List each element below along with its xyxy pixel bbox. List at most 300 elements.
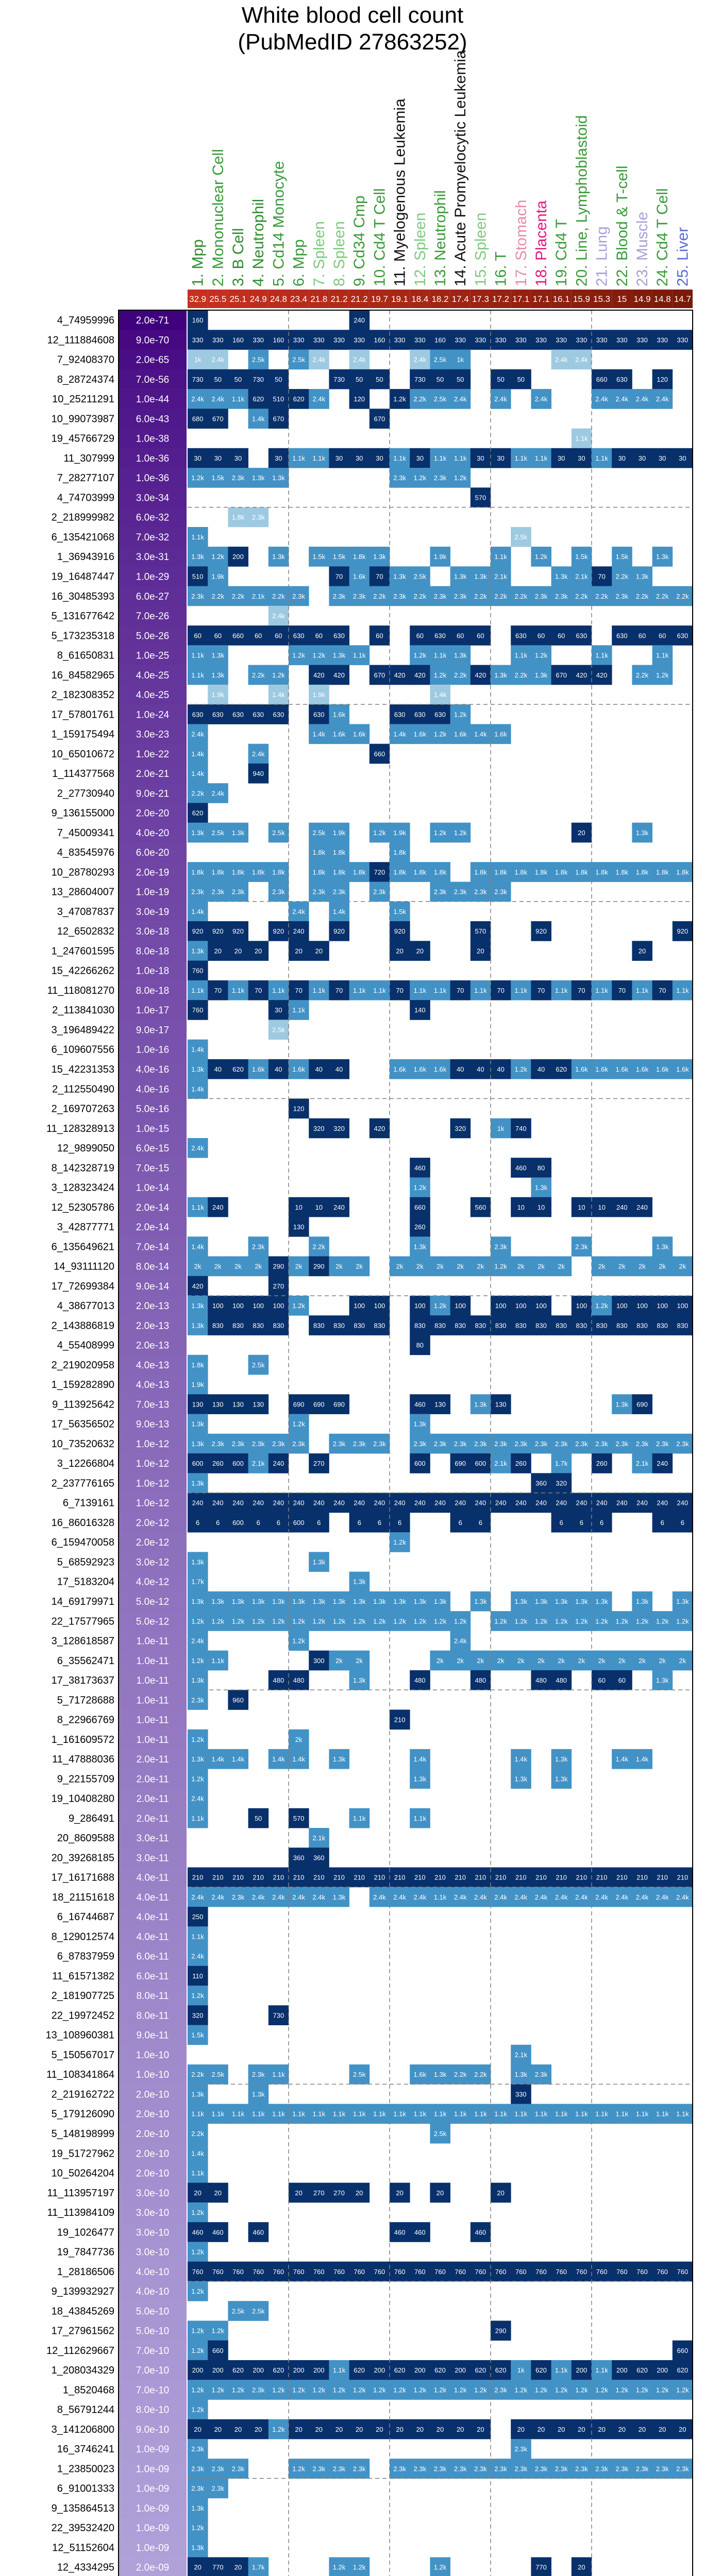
cell-value: 600 (414, 1460, 426, 1468)
cell-value: 2.4k (494, 395, 507, 403)
cell-value: 2.3k (231, 474, 245, 482)
snp-label: 2_169707263 (51, 1103, 114, 1115)
cell-value: 1k (194, 355, 202, 364)
pvalue-text: 1.0e-16 (136, 1044, 170, 1056)
cell-value: 480 (535, 1676, 547, 1685)
pvalue-text: 1.0e-10 (136, 2049, 170, 2061)
cell-value: 420 (475, 671, 486, 679)
cell-value: 2.4k (373, 1893, 386, 1901)
cell-value: 1.3k (231, 828, 245, 837)
cell-value: 200 (657, 2366, 668, 2375)
cell-value: 210 (273, 1873, 284, 1882)
cell-value: 30 (618, 454, 626, 462)
cell-value: 1.4k (312, 730, 326, 738)
pvalue-text: 4.0e-25 (136, 670, 170, 681)
pvalue-text: 1.0e-12 (136, 1478, 170, 1489)
snp-label: 12_111884608 (47, 334, 114, 346)
cell-value: 20 (497, 2189, 505, 2197)
cell-value: 1.3k (656, 1243, 669, 1251)
cell-value: 2.3k (454, 1439, 467, 1448)
cell-value: 100 (657, 1302, 668, 1310)
cell-value: 1.1k (191, 671, 204, 679)
snp-label: 2_218999982 (51, 512, 114, 523)
cell-value: 1.8k (191, 1361, 204, 1369)
snp-label: 12_9899050 (57, 1143, 114, 1155)
cell-value: 240 (212, 1203, 224, 1211)
cell-value: 20 (416, 947, 424, 955)
cell-value: 1k (457, 355, 464, 364)
cell-value: 200 (616, 2366, 628, 2375)
column-label: 11. Myelogenous Leukemia (391, 98, 409, 286)
cell-value: 210 (556, 1873, 567, 1882)
cell-value: 60 (376, 632, 383, 640)
cell-value: 760 (414, 2267, 426, 2276)
cell-value: 1.8k (191, 868, 204, 876)
cell-value: 1.2k (433, 730, 447, 738)
snp-label: 22_19972452 (51, 2010, 114, 2022)
cell-value: 2.3k (393, 592, 406, 600)
cell-value: 1.8k (656, 868, 669, 876)
cell-value: 1.2k (211, 2327, 225, 2335)
enrichment-value: 25.1 (229, 294, 247, 304)
cell-value: 2k (477, 1262, 484, 1270)
cell-value: 200 (455, 2366, 466, 2375)
pvalue-text: 4.0e-11 (136, 1872, 169, 1884)
cell-value: 210 (515, 1873, 527, 1882)
cell-value: 20 (618, 2425, 626, 2433)
cell-value: 2.2k (635, 592, 649, 600)
cell-value: 1.5k (575, 553, 588, 561)
cell-value: 2.5k (352, 2071, 366, 2079)
cell-value: 260 (596, 1460, 608, 1468)
cell-value: 270 (273, 1282, 284, 1290)
cell-value: 6 (357, 1518, 361, 1527)
cell-value: 1.2k (373, 1617, 386, 1625)
pvalue-text: 9.0e-17 (136, 1025, 170, 1036)
cell-value: 40 (497, 1065, 505, 1073)
cell-value: 920 (333, 927, 345, 936)
cell-value: 2k (558, 1656, 565, 1665)
snp-label: 1_36943916 (57, 551, 114, 563)
cell-value: 2.3k (251, 2071, 265, 2079)
cell-value: 1.1k (352, 986, 366, 994)
cell-value: 240 (515, 1499, 527, 1507)
pvalue-text: 4.0e-11 (136, 1912, 169, 1923)
pvalue-column (119, 310, 187, 2576)
cell-value: 2.3k (211, 1439, 225, 1448)
cell-value: 760 (374, 2267, 385, 2276)
cell-value: 100 (515, 1302, 527, 1310)
snp-label: 5_71728688 (57, 1694, 114, 1706)
enrichment-value: 19.7 (371, 294, 388, 304)
cell-value: 1.2k (191, 1775, 204, 1783)
cell-value: 20 (194, 2425, 202, 2433)
cell-value: 2.2k (312, 1243, 326, 1251)
snp-label: 11_113984109 (47, 2207, 114, 2219)
pvalue-text: 1.0e-11 (136, 1695, 169, 1706)
snp-label: 13_28604007 (51, 886, 114, 898)
cell-value: 100 (354, 1302, 365, 1310)
cell-value: 2.3k (514, 2465, 528, 2473)
cell-value: 600 (232, 1460, 244, 1468)
cell-value: 1.1k (231, 986, 245, 994)
cell-value: 830 (434, 1321, 446, 1330)
enrichment-value: 15 (617, 294, 627, 304)
pvalue-text: 5.0e-16 (136, 1104, 170, 1115)
cell-value: 2.3k (332, 1439, 346, 1448)
cell-value: 480 (293, 1676, 305, 1685)
cell-value: 2.4k (292, 907, 305, 916)
cell-value: 630 (273, 710, 284, 719)
snp-label: 4_74703999 (57, 492, 114, 504)
column-label: 10. Cd4 T Cell (371, 188, 389, 286)
cell-value: 2.3k (595, 2465, 608, 2473)
cell-value: 1.2k (474, 2386, 487, 2394)
snp-label: 16_3746241 (57, 2444, 114, 2455)
cell-value: 1.1k (555, 986, 568, 994)
pvalue-text: 8.0e-18 (136, 985, 170, 996)
cell-value: 40 (335, 1065, 343, 1073)
cell-value: 50 (436, 375, 444, 383)
cell-value: 2.2k (474, 2071, 487, 2079)
cell-value: 1.3k (514, 1598, 528, 1605)
column-label: 5. Cd14 Monocyte (270, 161, 288, 286)
snp-label: 8_22966769 (57, 1714, 114, 1726)
cell-value: 1.3k (191, 1558, 204, 1566)
cell-value: 1.6k (615, 1065, 629, 1073)
cell-value: 2.3k (393, 2465, 406, 2473)
pvalue-text: 4.0e-11 (136, 1892, 169, 1903)
cell-value: 240 (333, 1203, 345, 1211)
pvalue-text: 2.0e-20 (136, 808, 170, 819)
cell-value: 1.3k (251, 1598, 265, 1605)
cell-value: 2.3k (191, 2484, 204, 2493)
cell-value: 1.4k (474, 730, 487, 738)
cell-value: 2.4k (211, 355, 225, 364)
cell-value: 1.2k (534, 2386, 548, 2394)
cell-value: 1.3k (191, 1302, 204, 1310)
cell-value: 200 (313, 2366, 325, 2375)
snp-label: 6_135421068 (51, 531, 114, 543)
cell-value: 2.3k (555, 592, 568, 600)
cell-value: 2.2k (635, 671, 649, 679)
pvalue-text: 2.0e-09 (136, 2562, 170, 2573)
cell-value: 40 (275, 1065, 282, 1073)
cell-value: 2.2k (191, 2130, 204, 2138)
cell-value: 1.3k (514, 1775, 528, 1783)
cell-value: 2.4k (211, 1893, 225, 1901)
cell-value: 2.3k (474, 2465, 487, 2473)
cell-value: 210 (394, 1716, 406, 1724)
cell-value: 50 (214, 375, 222, 383)
snp-label: 11_118081270 (47, 985, 114, 996)
cell-value: 1.2k (272, 2425, 285, 2433)
cell-value: 1.1k (373, 2110, 386, 2118)
cell-value: 210 (212, 1873, 224, 1882)
cell-value: 680 (192, 415, 204, 423)
cell-value: 210 (455, 1873, 466, 1882)
cell-value: 830 (677, 1321, 689, 1330)
cell-value: 620 (253, 395, 264, 403)
cell-value: 1.3k (413, 1420, 427, 1428)
cell-value: 60 (416, 632, 424, 640)
cell-value: 100 (253, 1302, 264, 1310)
pvalue-text: 3.0e-31 (136, 552, 170, 563)
snp-label: 4_55408999 (57, 1340, 114, 1351)
cell-value: 1.2k (514, 1617, 528, 1625)
column-label: 25. Liver (674, 227, 692, 286)
cell-value: 240 (495, 1499, 507, 1507)
cell-value: 630 (677, 632, 689, 640)
cell-value: 830 (596, 1321, 608, 1330)
cell-value: 240 (313, 1499, 325, 1507)
snp-label: 13_108960381 (45, 2029, 114, 2041)
cell-value: 1.2k (272, 1617, 285, 1625)
cell-value: 1.6k (656, 1065, 669, 1073)
cell-value: 620 (293, 395, 305, 403)
cell-value: 1.1k (292, 1006, 305, 1014)
cell-value: 160 (232, 336, 244, 344)
cell-value: 240 (293, 927, 305, 936)
cell-value: 1.2k (393, 395, 406, 403)
pvalue-text: 2.0e-13 (136, 1301, 170, 1312)
cell-value: 1.2k (433, 828, 447, 837)
cell-value: 70 (578, 986, 585, 994)
snp-label: 7_92408370 (57, 354, 114, 366)
cell-value: 1.2k (312, 1617, 326, 1625)
cell-value: 1.3k (191, 1321, 204, 1330)
cell-value: 2.5k (251, 2307, 265, 2315)
cell-value: 1.2k (191, 1617, 204, 1625)
snp-label: 22_39532420 (51, 2522, 114, 2534)
cell-value: 330 (677, 336, 689, 344)
cell-value: 620 (273, 2366, 284, 2375)
cell-value: 1.9k (393, 828, 406, 837)
cell-value: 2.2k (454, 2071, 467, 2079)
cell-value: 1.8k (474, 868, 487, 876)
cell-value: 2.3k (191, 592, 204, 600)
snp-label: 11_128328913 (46, 1123, 114, 1134)
cell-value: 2.4k (272, 612, 285, 620)
cell-value: 70 (537, 986, 545, 994)
cell-value: 1.1k (231, 2110, 245, 2118)
cell-value: 2.4k (494, 1893, 507, 1901)
pvalue-text: 7.0e-32 (136, 532, 170, 543)
snp-label: 1_23850023 (57, 2463, 114, 2475)
cell-value: 210 (636, 1873, 648, 1882)
snp-label: 7_45009341 (57, 827, 114, 839)
cell-value: 2.2k (474, 592, 487, 600)
cell-value: 1.1k (454, 454, 467, 462)
cell-value: 2.3k (312, 888, 326, 896)
cell-value: 20 (254, 947, 262, 955)
cell-value: 630 (253, 710, 264, 719)
pvalue-text: 9.0e-10 (136, 2424, 170, 2435)
cell-value: 1.3k (191, 828, 204, 837)
pvalue-text: 3.0e-10 (136, 2247, 170, 2258)
cell-value: 2.3k (615, 2465, 629, 2473)
enrichment-value: 17.3 (472, 294, 489, 304)
snp-label: 14_93111120 (54, 1261, 114, 1273)
cell-value: 1.1k (191, 533, 204, 541)
cell-value: 1.1k (575, 2110, 588, 2118)
cell-value: 60 (598, 1676, 606, 1685)
snp-label: 9_135864513 (51, 2502, 114, 2514)
enrichment-value: 15.3 (593, 294, 611, 304)
cell-value: 2.5k (272, 1026, 285, 1034)
snp-label: 17_57801761 (51, 709, 114, 721)
snp-label: 6_109607556 (51, 1044, 114, 1056)
pvalue-text: 9.0e-13 (136, 1419, 170, 1430)
cell-value: 480 (475, 1676, 486, 1685)
cell-value: 1.3k (352, 1676, 366, 1685)
cell-value: 1.6k (575, 1065, 588, 1073)
snp-label: 5_179126090 (51, 2108, 114, 2120)
cell-value: 2.3k (474, 1439, 487, 1448)
cell-value: 2.3k (676, 1439, 689, 1448)
cell-value: 620 (556, 1065, 567, 1073)
cell-value: 2.4k (454, 1893, 467, 1901)
cell-value: 40 (315, 1065, 323, 1073)
cell-value: 1.1k (191, 1814, 204, 1822)
pvalue-text: 1.0e-12 (136, 1438, 170, 1450)
cell-value: 420 (374, 1124, 385, 1132)
cell-value: 2k (598, 1262, 606, 1270)
cell-value: 2k (679, 1656, 686, 1665)
pvalue-text: 1.0e-44 (136, 394, 170, 405)
cell-value: 60 (638, 632, 646, 640)
cell-value: 1.1k (191, 986, 204, 994)
snp-label: 10_25211291 (52, 394, 114, 405)
snp-label: 16_30485393 (51, 590, 114, 602)
cell-value: 2.2k (676, 592, 689, 600)
column-label: 13. Neutrophil (432, 190, 449, 286)
cell-value: 240 (253, 1499, 264, 1507)
cell-value: 2.4k (191, 1952, 204, 1960)
enrichment-value: 24.9 (249, 294, 267, 304)
cell-value: 2.4k (555, 355, 568, 364)
cell-value: 40 (456, 1065, 464, 1073)
cell-value: 6 (680, 1518, 685, 1527)
cell-value: 1.1k (595, 454, 608, 462)
cell-value: 2.3k (251, 1439, 265, 1448)
cell-value: 30 (194, 454, 202, 462)
cell-value: 420 (596, 671, 608, 679)
cell-value: 2.5k (251, 355, 265, 364)
cell-value: 2k (295, 1262, 303, 1270)
cell-value: 260 (414, 1223, 426, 1231)
cell-value: 100 (535, 1302, 547, 1310)
cell-value: 2.4k (191, 1144, 204, 1153)
cell-value: 2.3k (534, 592, 548, 600)
cell-value: 2.4k (211, 395, 225, 403)
cell-value: 210 (414, 1873, 426, 1882)
pvalue-text: 2.0e-14 (136, 1202, 170, 1213)
pvalue-text: 2.0e-11 (136, 1793, 169, 1805)
cell-value: 1.2k (656, 1617, 669, 1625)
cell-value: 2k (538, 1262, 545, 1270)
cell-value: 690 (455, 1460, 466, 1468)
cell-value: 620 (475, 2366, 486, 2375)
cell-value: 2.3k (555, 1439, 568, 1448)
cell-value: 2.3k (272, 1439, 285, 1448)
pvalue-text: 6.0e-11 (136, 1951, 169, 1962)
cell-value: 1.2k (191, 2327, 204, 2335)
cell-value: 10 (578, 1203, 585, 1211)
cell-value: 1.1k (595, 651, 608, 659)
snp-label: 11_113957197 (47, 2187, 114, 2199)
cell-value: 2.4k (534, 1893, 548, 1901)
cell-value: 1.1k (514, 651, 528, 659)
cell-value: 1.1k (595, 2366, 608, 2375)
cell-value: 2k (659, 1262, 666, 1270)
cell-value: 240 (616, 1499, 628, 1507)
cell-value: 2.3k (494, 1243, 507, 1251)
cell-value: 1.3k (191, 1420, 204, 1428)
enrichment-value: 15.9 (573, 294, 590, 304)
column-label: 2. Mononuclear Cell (209, 149, 227, 286)
snp-label: 2_219020958 (51, 1359, 114, 1371)
column-label: 19. Cd4 T (553, 218, 570, 286)
cell-value: 1.6k (454, 730, 467, 738)
pvalue-text: 7.0e-10 (136, 2365, 170, 2377)
cell-value: 1.2k (393, 2386, 406, 2394)
cell-value: 2.2k (251, 671, 265, 679)
cell-value: 1.2k (211, 1617, 225, 1625)
cell-value: 2k (497, 1656, 505, 1665)
cell-value: 20 (557, 2425, 565, 2433)
cell-value: 240 (636, 1499, 648, 1507)
cell-value: 1.1k (413, 986, 427, 994)
cell-value: 630 (616, 632, 628, 640)
cell-value: 1.3k (211, 651, 225, 659)
snp-label: 19_51727962 (51, 2148, 114, 2160)
snp-label: 9_22155709 (57, 1773, 114, 1785)
cell-value: 1.2k (433, 1302, 447, 1310)
snp-label: 2_143886819 (51, 1320, 114, 1332)
cell-value: 1.1k (312, 454, 326, 462)
cell-value: 1.1k (433, 986, 447, 994)
cell-value: 670 (556, 671, 567, 679)
cell-value: 320 (192, 2011, 204, 2020)
cell-value: 1.3k (332, 1755, 346, 1764)
snp-label: 8_129012574 (51, 1931, 114, 1943)
cell-value: 6 (195, 1518, 200, 1527)
cell-value: 1.2k (413, 2386, 427, 2394)
cell-value: 1.6k (595, 1065, 608, 1073)
cell-value: 20 (335, 2425, 343, 2433)
cell-value: 2.4k (454, 395, 467, 403)
cell-value: 210 (394, 1873, 406, 1882)
cell-value: 2.4k (615, 1893, 629, 1901)
cell-value: 1.4k (332, 907, 346, 916)
cell-value: 2k (214, 1262, 222, 1270)
cell-value: 20 (194, 2563, 202, 2571)
cell-value: 1.4k (191, 1085, 204, 1093)
cell-value: 2.3k (413, 1439, 427, 1448)
cell-value: 1.2k (433, 1617, 447, 1625)
cell-value: 1.2k (191, 2346, 204, 2354)
cell-value: 1.8k (312, 868, 326, 876)
cell-value: 2.3k (676, 2465, 689, 2473)
cell-value: 1.8k (676, 868, 689, 876)
cell-value: 760 (556, 2267, 567, 2276)
snp-label: 2_113841030 (52, 1005, 114, 1016)
cell-value: 920 (535, 927, 547, 936)
cell-value: 2.3k (352, 2465, 366, 2473)
cell-value: 210 (253, 1873, 264, 1882)
cell-value: 1.2k (352, 2563, 366, 2571)
